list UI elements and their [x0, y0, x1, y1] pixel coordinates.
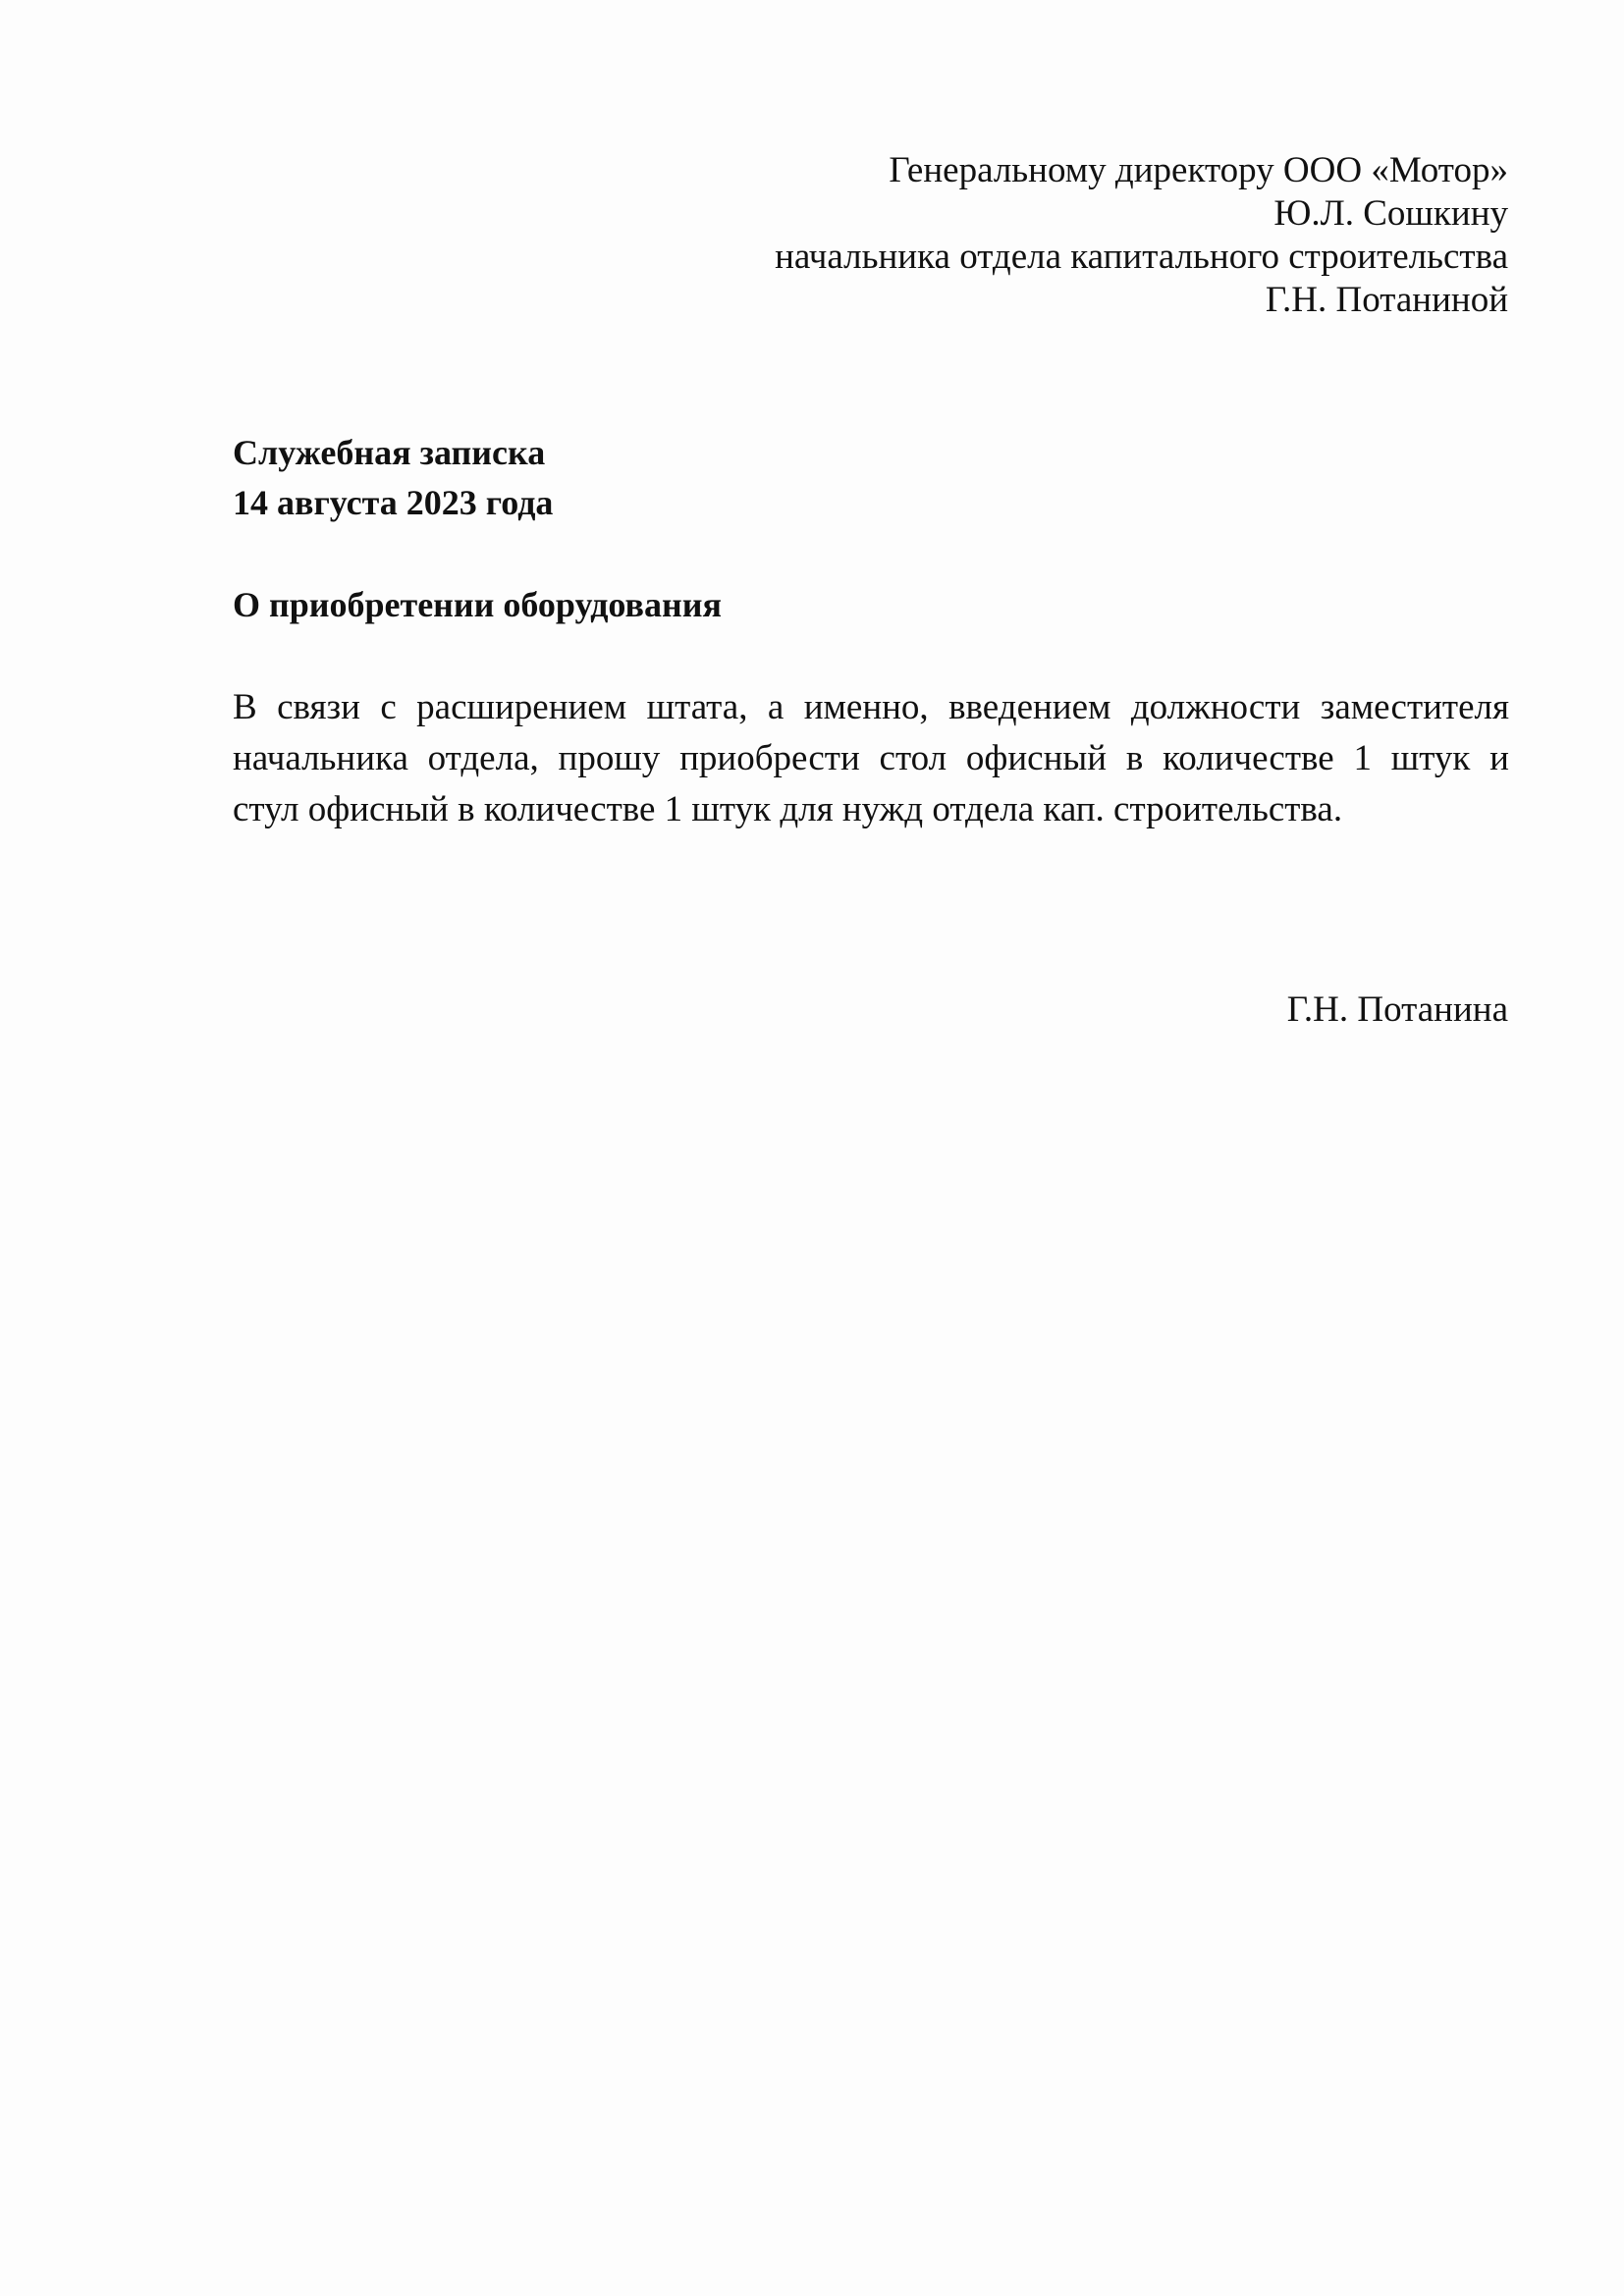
sender-position: начальника отдела капитального строительства	[775, 237, 1508, 277]
document-date: 14 августа 2023 года	[233, 483, 554, 522]
sender-name: Г.Н. Потаниной	[1265, 280, 1508, 320]
document-body	[233, 682, 1509, 835]
body-line: В связи с расширением штата, а именно, введением должности заместителя	[233, 687, 1509, 727]
body-line: начальника отдела, прошу приобрести стол офисный в количестве 1 штук и	[233, 738, 1509, 778]
document-title: Служебная записка	[233, 433, 546, 472]
addressee-position: Генеральному директору ООО «Мотор»	[889, 150, 1508, 190]
document-heading	[233, 428, 553, 528]
document-subject: О приобретении оборудования	[233, 585, 722, 624]
signature: Г.Н. Потанина	[1286, 989, 1508, 1030]
addressee-name: Ю.Л. Сошкину	[1273, 193, 1508, 234]
body-line: стул офисный в количестве 1 штук для нужд отдела кап. строительства.	[233, 789, 1343, 829]
addressee-block	[526, 149, 1508, 322]
